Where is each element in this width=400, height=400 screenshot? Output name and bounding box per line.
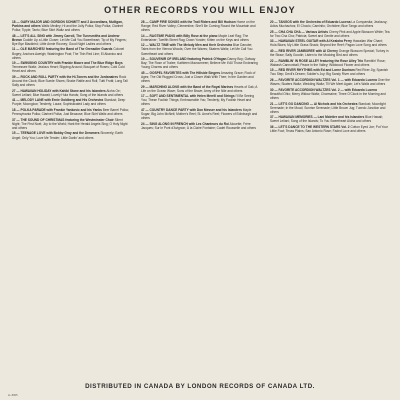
record-tracklist: Amazing Grace; Rock of Ages; The Old Rugged Cross; Just a Closer Walk With Thee; In the Garden and others	[141, 70, 256, 83]
record-title: 18 — GARY MAJOR AND GORDON SCHMITT and 2 Accordians, Mulligan, Parkins and others	[12, 20, 123, 29]
record-tracklist: Hearts of Oak; A Life on the Ocean Wave; Sons of the Brave; Army of the Nile and others	[141, 84, 258, 93]
record-tracklist: Over the Waves; Skaters Waltz; Wedding Waltz; Till We Meet Again; Let's Waltz and others	[270, 78, 390, 87]
record-entry	[141, 34, 259, 42]
record-entry	[141, 108, 259, 120]
record-tracklist: Cuddle Up a Little Closer; Let Me Call You Sweetheart; Tip of My Fingers; Bye Bye Blackbird; Little Annie Rooney; Good Night Ladies and others	[12, 37, 127, 46]
record-entry	[141, 122, 259, 130]
record-title: 27 — HAWAIIAN HOLIDAY with Kahiki Stone and his Islanders	[12, 88, 106, 93]
catalog-code: LL-5005	[8, 394, 18, 397]
record-title: 45 — GOSPEL FAVORITES with The Hillside Singers	[141, 70, 221, 75]
record-title: 20 — TANGOS with the Orchestra of Eduardo Lucena	[270, 20, 351, 24]
record-title: 41 — MELODY LANE with Ernie Goldberg and His Orchestra	[12, 98, 104, 103]
record-tracklist: Silent Night; The First Noel; Joy to the World; Hark the Herald Angels Sing; O Holy Night and others	[12, 117, 128, 130]
record-tracklist: Colonel Bogey; Anchors Aweigh; Washington Post; The Thin Red Line; El Abanico and others	[12, 47, 125, 60]
record-title: 24 — SING ALONG IN FRENCH with Les Chanteurs du Roi	[141, 121, 229, 126]
distribution-footer: DISTRIBUTED IN CANADA BY LONDON RECORDS OF CANADA LTD.	[85, 383, 315, 390]
record-title: 18 — POLKA PARADE with Frankie Yankovic and his Yanks	[12, 108, 102, 113]
record-title: 33 — HAWAIIAN STEEL GUITAR with Al Kealoha Perry	[270, 39, 352, 44]
record-entry	[12, 20, 130, 32]
record-tracklist: Orange Blossom Special; Turkey in the Straw; Sally Goodin; Listen to the Mocking Bird and others	[270, 49, 389, 58]
record-title: 36 — LET'S DANCE TO THE WESTERN STARS Vol. 2	[270, 124, 350, 129]
record-title: 48 — LET'S ALL SING with Jimmy Carroll, The Tunesmiths and Andrew Brown	[12, 33, 120, 42]
record-entry	[12, 47, 130, 59]
record-entry	[270, 102, 390, 114]
record-tracklist: Ramblin' Rose; Wabash Cannonball; Peace in the Valley; Wildwood Flower and others	[270, 58, 386, 67]
record-tracklist: Tennessee Waltz; Jealous Heart; Slipping Around; Bouquet of Roses; Cold Cold Heart and others	[12, 65, 125, 74]
record-title: 25 — CHA CHA CHA — Various Artists	[270, 29, 328, 34]
record-title: 37 — HAWAIIAN MEMORIES — Lani McIntire and his Islanders	[270, 115, 365, 120]
record-entry	[12, 34, 130, 46]
record-entry	[12, 61, 130, 73]
record-entry	[270, 125, 390, 133]
record-tracklist: Beer Barrel Polka; Pennsylvania Polka; Clarinet Polka; Just Because; Blue Skirt Waltz and others	[12, 108, 129, 117]
record-title: 39 — ROCK AND ROLL PARTY with the Hi-Toners and the Jordanaires	[12, 74, 119, 79]
record-title: 30 — FAVORITE ACCORDION WALTZES Vol. 2 — with Eduardo Lucena	[270, 87, 377, 92]
record-title: 22 — RAMBLIN' IN ROSE ALLEY featuring the Rose Alley Trio	[270, 58, 364, 63]
record-entry	[141, 57, 259, 69]
record-tracklist: Home on the Range; Red River Valley; Clementine; She'll Be Coming Round the Mountain and others	[141, 20, 256, 33]
record-title: 26 — FAVORITE ACCORDION WALTZES Vol. 1 — with Eduardo Lucena	[270, 78, 377, 83]
record-title: 11 — OLE MARCHES! featuring the Band of The Grenadier Guards	[12, 47, 113, 52]
record-entry	[270, 78, 390, 86]
record-tracklist: Red River Jig; Spanish Two Step; Devil's Dream; Soldier's Joy; Big Sandy River and others	[270, 68, 388, 77]
record-title: 37 — THE SOUND OF CHRISTMAS featuring the Westminster Choir	[12, 117, 114, 122]
record-title: 40 — RED RIVER JAMBOREE with Al Cherny	[270, 49, 338, 54]
record-entry	[270, 115, 390, 123]
column-2	[141, 20, 259, 131]
record-entry	[270, 49, 390, 57]
record-tracklist: Aloha Oe; Sweet Leilani; Blue Hawaii; Lovely Hula Hands; Song of the Islands and others	[12, 88, 124, 97]
record-title: 28 — CAMP FIRE SONGS with the Trail Riders and Bill Hudson	[141, 20, 236, 24]
record-tracklist: Waltz Medley; Hi and the Jolly Polka; Stop Polka; Clarinet Polka; Tipple; Tanto; Blue Skirt Waltz and others	[12, 24, 123, 33]
record-title: 14 — RAGTIME PIANO with Billy Rose at the piano	[141, 33, 218, 38]
record-entry	[141, 85, 259, 93]
record-entry	[12, 131, 130, 139]
record-title: 47 — COUNTRY DANCE PARTY with Don Messer and his Islanders	[141, 108, 242, 113]
record-tracklist: Alouette; Frère Jacques; Sur le Pont d'Avignon; À la Claire Fontaine; Cadet Rousselle and others	[141, 121, 257, 130]
record-tracklist: Danny Boy; Galway Bay; The Rose of Tralee; Kathleen Mavourneen; Believe Me If All Those Endearing Young Charms and others	[141, 57, 258, 70]
record-entry	[270, 59, 390, 67]
page-title: OTHER RECORDS YOU WILL ENJOY	[104, 5, 296, 15]
record-title: 15 — TEENAGE LOVE with Bobby Gray and the Dreamers	[12, 131, 100, 136]
record-entry	[12, 118, 130, 130]
record-entry	[270, 20, 390, 28]
record-tracklist: Beautiful Ohio; Merry Widow Waltz; Charmaine; Three O'Clock in the Morning and others	[270, 91, 386, 100]
record-title: 21 — LET'S GO DANCING — Al Nichols and his Orchestra	[270, 101, 358, 106]
record-tracklist: Stardust; Moonlight Serenade; In the Mood; Sunrise Serenade; Little Brown Jug; Tuxedo Junction and others	[270, 101, 386, 114]
record-tracklist: I'll Be Seeing You; These Foolish Things; Embraceable You; Tenderly; My Foolish Heart and others	[141, 94, 255, 107]
record-entry	[141, 94, 259, 106]
record-tracklist: Blue Hawaii; Sweet Leilani; Song of the Islands; To You Sweetheart Aloha and others	[270, 115, 383, 124]
record-entry	[12, 89, 130, 97]
record-tracklist: Blue Danube; Tales from the Vienna Woods; Over the Waves; Skaters Waltz; Let Me Call You Sweetheart and others	[141, 43, 253, 56]
record-title: 15 — RED RIVER RHYTHMS with Ed and Lorne Dunham	[270, 68, 355, 73]
record-title: 19 — SWINGING COUNTRY with Frankie Moore and The Blue Ridge Boys	[12, 61, 123, 66]
record-title: 12 — WALTZ TIME with The Melody Men and their Orchestra	[141, 43, 232, 48]
record-entry	[12, 108, 130, 116]
record-entry	[12, 75, 130, 87]
record-title: 19 — SOUVENIR OF IRELAND featuring Patrick O'Hagan	[141, 57, 227, 62]
record-entry	[270, 68, 390, 76]
record-entry	[270, 39, 390, 47]
record-tracklist: Maple Leaf Rag; The Entertainer; Twelfth Street Rag; Down Yonder; Kitten on the Keys and others	[141, 33, 249, 42]
record-entry	[141, 71, 259, 83]
record-tracklist: La Cumparsita; Jealousy; Adios Muchachos; El Choclo; Caminito; Orchidee; Blue Tango and others	[270, 20, 388, 29]
record-tracklist: Cherry Pink and Apple Blossom White; Tea for Two Cha Cha; Patricia; Sweet and Gentle and others	[270, 29, 390, 38]
record-title: 17 — SOFT AND SENTIMENTAL with Helen Merrill and Strings	[141, 94, 235, 99]
record-tracklist: Sincerely; Earth Angel; Only You; Love Me Tender; Little Darlin' and others	[12, 131, 123, 140]
record-tracklist: Stardust; Deep Purple; Moonglow; Tenderly; Laura; Sophisticated Lady and others	[12, 98, 126, 107]
record-entry	[270, 88, 390, 100]
record-entry	[141, 43, 259, 55]
record-tracklist: Rock Around the Clock; Blue Suede Shoes; Shake Rattle and Roll; Tutti Frutti; Long Tall Sally and others	[12, 74, 128, 88]
column-3	[270, 20, 390, 135]
record-entry	[270, 30, 390, 38]
column-1	[12, 20, 130, 141]
record-tracklist: Cotton Eyed Joe; Put Your Little Foot; Texas Plains; San Antonio Rose; Faded Love and others	[270, 124, 388, 134]
record-entry	[12, 98, 130, 106]
record-title: 29 — MARCHING ALONG with the Band of the Royal Marines	[141, 84, 234, 89]
record-tracklist: Hawaiian War Chant; Hula Blues; My Little Grass Shack; Beyond the Reef; Pagan Love Song and others	[270, 39, 387, 48]
record-tracklist: Maple Sugar; Big John McNeil; Mother's Reel; St. Anne's Reel; Flowers of Edinburgh and others	[141, 108, 258, 121]
record-entry	[141, 20, 259, 32]
